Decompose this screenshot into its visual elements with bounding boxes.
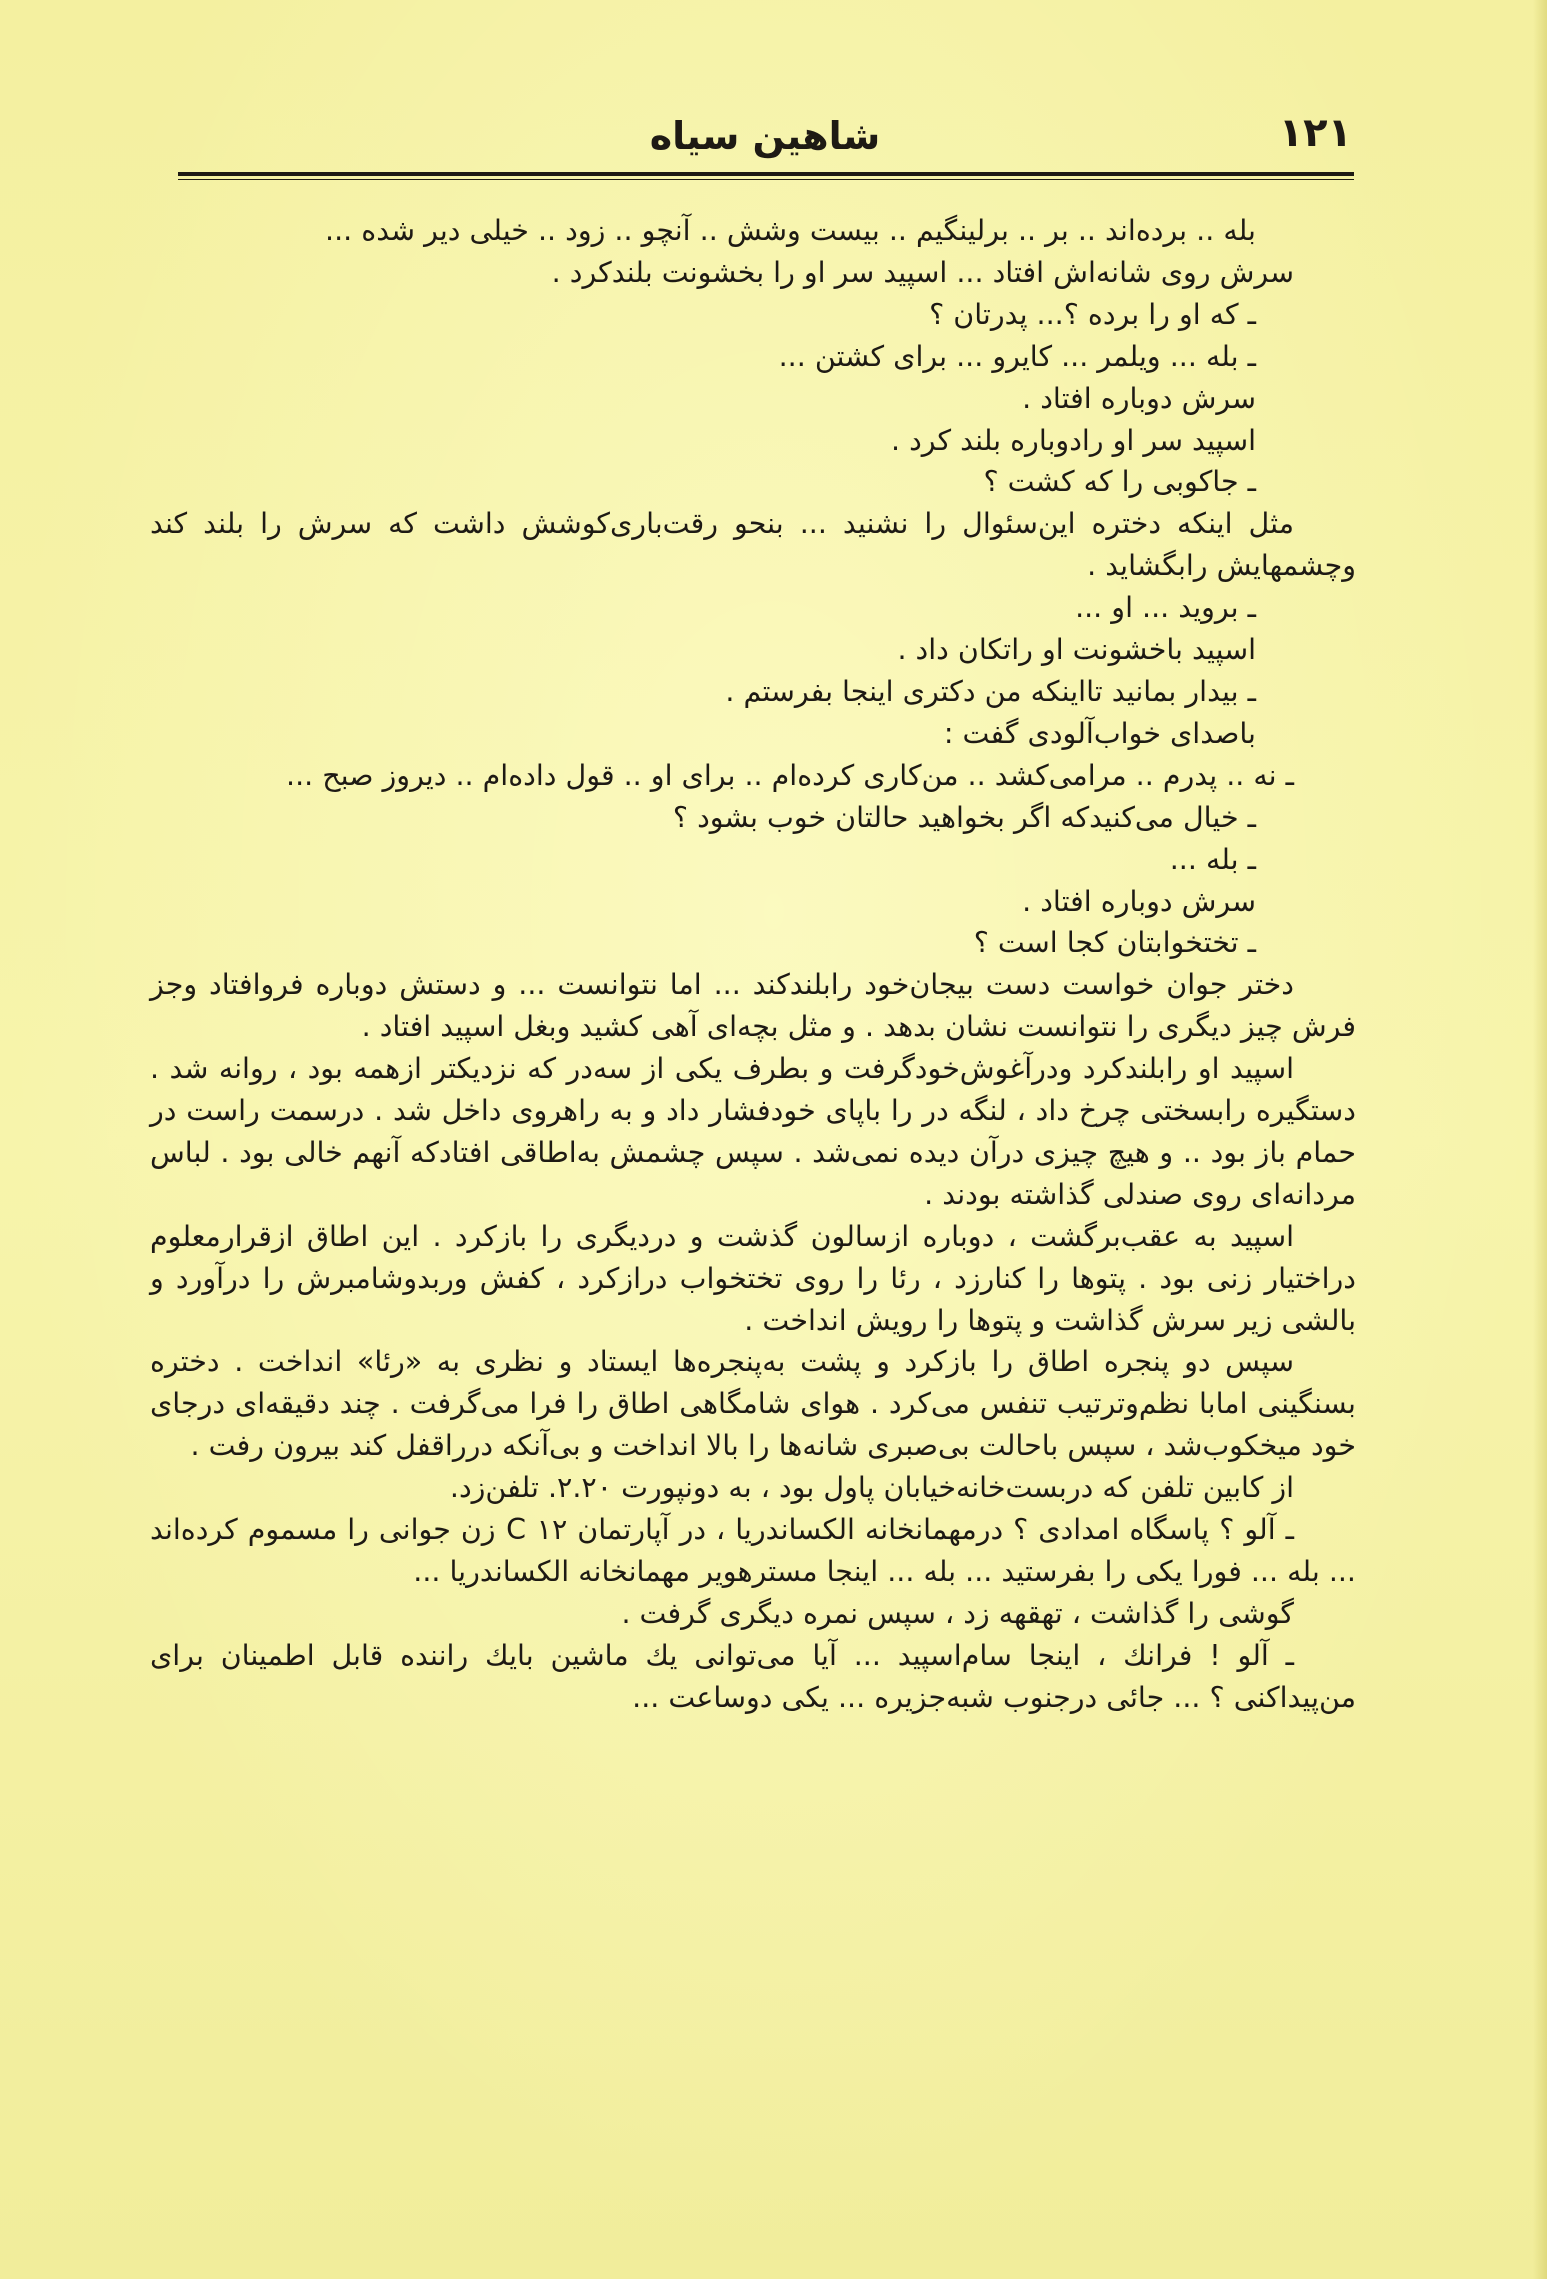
paragraph: از کابین تلفن که دربست‌خانه‌خیابان پاول بود ، به دونپورت ۲.۲۰. تلفن‌زد. (449, 1471, 1294, 1505)
paragraph: اسپید به عقب‌برگشت ، دوباره ازسالون گذشت و دردیگری را بازکرد . این اطاق ازقرارمعلوم دراختیار زنی بود . پتوها را کنارزد ، رئا را روی تختخواب درازکرد ، کفش وربدوشامبرش را درآورد و بالشی زیر سرش گذاشت و پتوها را رویش انداخت . (150, 1219, 1356, 1337)
paragraph: سرش دوباره افتاد . (1022, 884, 1256, 918)
running-title: شاهین سیاه (649, 114, 881, 158)
dialogue-line: ـ بله ... ویلمر ... کایرو ... برای کشتن ... (778, 339, 1256, 373)
dialogue-line: ـ بله ... (1169, 842, 1256, 876)
body-text (150, 210, 1356, 1719)
dialogue-line: ـ که او را برده ؟... پدرتان ؟ (929, 297, 1256, 331)
header-rule (178, 172, 1354, 180)
paragraph: اسپید سر او رادوباره بلند کرد . (890, 423, 1256, 457)
paragraph: بله .. برده‌اند .. بر .. برلینگیم .. بیست وشش .. آنچو .. زود .. خیلی دیر شده ... (325, 214, 1256, 247)
dialogue-line: ـ آلو ! فرانك ، اینجا سام‌اسپید ... آیا می‌توانی یك ماشین بایك راننده قابل اطمینان برای من‌پیداکنی ؟ ... جائی درجنوب شبه‌جزیره ... یکی دوساعت ... (150, 1638, 1356, 1714)
dialogue-line: ـ بیدار بمانید تااینکه من دکتری اینجا بفرستم . (725, 674, 1256, 708)
dialogue-line: ـ آلو ؟ پاسگاه امدادی ؟ درمهمانخانه الکساندریا ، در آپارتمان ۱۲ C زن جوانی را مسموم کرده‌اند ... بله ... فورا یکی را بفرستید ... بله ... اینجا مستر‌هویر مهمانخانه الکساندریا ... (150, 1513, 1356, 1588)
dialogue-line: ـ نه .. پدرم .. مرامی‌کشد .. من‌کاری کرده‌ام .. برای او .. قول داده‌ام .. دیروز صبح ... (286, 758, 1294, 792)
page-number: ۱۲۱ (1278, 110, 1352, 156)
paragraph: باصدای خواب‌آلودی گفت : (943, 716, 1256, 750)
dialogue-line: ـ خیال می‌کنیدکه اگر بخواهید حالتان خوب بشود ؟ (672, 800, 1256, 834)
paper-edge (1533, 0, 1547, 2279)
paragraph: اسپید باخشونت او راتکان داد . (897, 633, 1256, 667)
paragraph: مثل اینکه دختره این‌سئوال را نشنید ... بنحو رقت‌باری‌کوشش داشت که سرش را بلند کند وچشمهایش رابگشاید . (150, 507, 1356, 583)
paragraph: اسپید او رابلندکرد ودرآغوش‌خودگرفت و بطرف یکی از سه‌در که نزدیکتر ازهمه بود ، روانه شد . دستگیره رابسختی چرخ داد ، لنگه در را باپای خودفشار داد و به راهروی داخل شد . درسمت راست در حمام باز بود .. و هیچ چیزی درآن دیده نمی‌شد . سپس چشمش به‌اطاقی افتادکه آنهم خالی بود . لباس مردانه‌ای روی صندلی گذاشته بودند . (150, 1052, 1356, 1211)
paragraph: دختر جوان خواست دست بیجان‌خود رابلندکند ... اما نتوانست ... و دستش دوباره فروافتاد وجز فرش چیز دیگری را نتوانست نشان بدهد . و مثل بچه‌ای آهی کشید وبغل اسپید افتاد . (150, 968, 1356, 1044)
paragraph: سرش دوباره افتاد . (1022, 381, 1256, 415)
dialogue-line: ـ تختخوابتان کجا است ؟ (973, 926, 1256, 960)
paragraph: سرش روی شانه‌اش افتاد ... اسپید سر او را بخشونت بلندکرد . (551, 255, 1294, 289)
dialogue-line: ـ جاکوبی را که کشت ؟ (983, 465, 1256, 499)
paragraph: گوشی را گذاشت ، تهقهه زد ، سپس نمره دیگری گرفت . (621, 1596, 1294, 1630)
dialogue-line: ـ بروید ... او ... (1075, 591, 1256, 625)
paragraph: سپس دو پنجره اطاق را بازکرد و پشت به‌پنجره‌ها ایستاد و نظری به «رئا» انداخت . دختره بسنگینی امابا نظم‌وترتیب تنفس می‌کرد . هوای شامگاهی اطاق را فرا می‌گرفت . چند دقیقه‌ای درجای خود میخکوب‌شد ، سپس باحالت بی‌صبری شانه‌ها را بالا انداخت و بی‌آنکه دررا‌قفل کند بیرون رفت . (150, 1345, 1356, 1463)
page-header (178, 108, 1352, 168)
